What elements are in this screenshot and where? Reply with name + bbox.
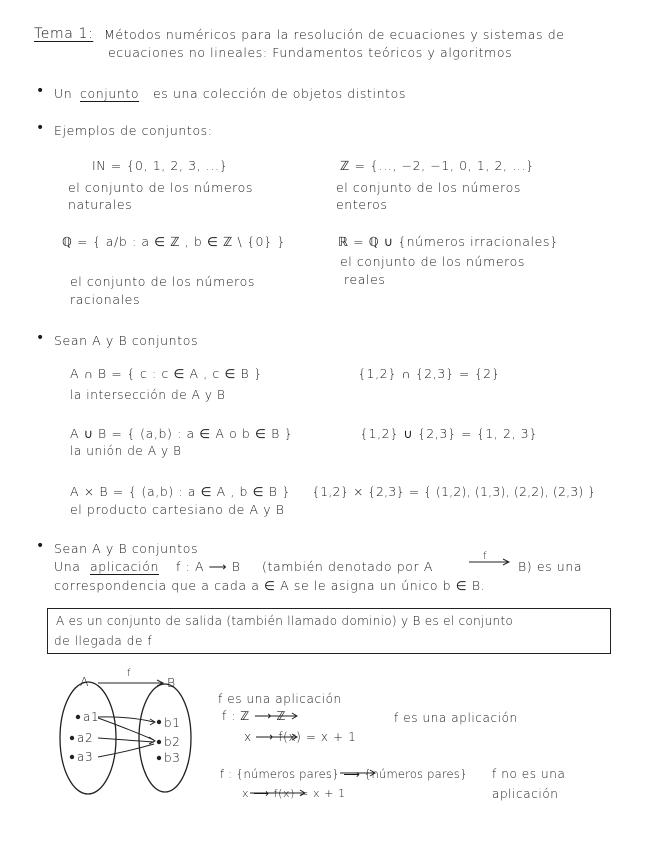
intersection-desc: la intersección de A y B [70, 388, 226, 402]
element-a3: a3 [77, 750, 94, 764]
ex2-line-1: f : {números pares} ⟶ {números pares} [220, 767, 468, 781]
integers-formula: ℤ = {..., −2, −1, 0, 1, 2, ...} [340, 158, 535, 173]
definition-term: conjunto [80, 86, 140, 101]
element-b3: b3 [164, 751, 181, 765]
element-a1: a1 [83, 710, 100, 724]
union-formula: A ∪ B = { (a,b) : a ∈ A o b ∈ B } [70, 426, 293, 441]
top-arrow-icon [98, 680, 163, 686]
ex1-line-2: x ⟶ f(x) = x + 1 [244, 730, 357, 744]
note-line-2: de llegada de f [54, 634, 153, 648]
ex2-verdict-2: aplicación [492, 787, 559, 801]
element-b1-dot [157, 720, 161, 724]
application-prefix: Una [54, 559, 81, 574]
element-a3-dot [70, 755, 74, 759]
title-line-2: ecuaciones no lineales: Fundamentos teóricos y algoritmos [108, 45, 513, 60]
diagram-label-b: B [167, 675, 176, 690]
element-a2: a2 [77, 731, 94, 745]
bullet: • [36, 83, 45, 99]
rationals-formula: ℚ = { a/b : a ∈ ℤ , b ∈ ℤ \ {0} } [62, 234, 286, 249]
mapping-arrows [98, 717, 155, 757]
reals-formula: ℝ = ℚ ∪ {números irracionales} [338, 234, 559, 249]
naturals-desc-2: naturales [68, 197, 133, 212]
element-a1-dot [76, 715, 80, 719]
operations-heading: Sean A y B conjuntos [54, 333, 199, 348]
application-note-f: f [483, 551, 488, 562]
naturals-desc-1: el conjunto de los números [68, 180, 253, 195]
rationals-desc-2: racionales [70, 292, 141, 307]
example-arrows [250, 713, 375, 796]
element-b2: b2 [164, 735, 181, 749]
examples-heading: Ejemplos de conjuntos: [54, 123, 213, 138]
element-b2-dot [157, 740, 161, 744]
ex2-line-2: x ⟶ f(x) = x + 1 [242, 787, 346, 800]
application-term: aplicación [90, 559, 159, 574]
element-b3-dot [157, 756, 161, 760]
naturals-formula: IN = {0, 1, 2, 3, ...} [92, 158, 229, 173]
element-b1: b1 [164, 716, 181, 730]
application-note: (también denotado por A [262, 559, 433, 574]
rationals-desc-1: el conjunto de los números [70, 274, 255, 289]
reals-desc-1: el conjunto de los números [340, 254, 525, 269]
product-formula: A × B = { (a,b) : a ∈ A , b ∈ B } [70, 484, 291, 499]
reals-desc-2: reales [344, 272, 386, 287]
intersection-example: {1,2} ∩ {2,3} = {2} [358, 366, 501, 381]
application-formula: f : A ⟶ B [176, 559, 241, 574]
intersection-formula: A ∩ B = { c : c ∈ A , c ∈ B } [70, 366, 263, 381]
union-example: {1,2} ∪ {2,3} = {1, 2, 3} [360, 426, 538, 441]
ex1-verdict: f es una aplicación [394, 711, 518, 725]
union-desc: la unión de A y B [70, 444, 182, 458]
application-note-end: B) es una [518, 559, 583, 574]
bullet: • [36, 330, 45, 346]
application-heading: Sean A y B conjuntos [54, 541, 199, 556]
ex2-verdict-1: f no es una [492, 767, 566, 781]
note-line-1: A es un conjunto de salida (también llamado dominio) y B es el conjunto [56, 614, 514, 628]
diagram-label-a: A [80, 674, 90, 689]
product-example: {1,2} × {2,3} = { (1,2), (1,3), (2,2), (2,3) } [312, 484, 596, 499]
product-desc: el producto cartesiano de A y B [70, 502, 285, 517]
definition-suffix: es una colección de objetos distintos [153, 86, 406, 101]
integers-desc-2: enteros [336, 197, 388, 212]
bullet: • [36, 538, 45, 554]
note-arrow-icon [469, 559, 509, 565]
diagram-label-f: f [127, 668, 132, 679]
tema-label: Tema 1: [34, 26, 94, 42]
application-line-2: correspondencia que a cada a ∈ A se le asigna un único b ∈ B. [54, 578, 486, 593]
bullet: • [36, 120, 45, 136]
ex1-title: f es una aplicación [218, 692, 342, 706]
title-line-1: Métodos numéricos para la resolución de ecuaciones y sistemas de [104, 27, 565, 42]
definition-prefix: Un [54, 86, 73, 101]
integers-desc-1: el conjunto de los números [336, 180, 521, 195]
element-a2-dot [70, 736, 74, 740]
ex1-line-1: f : ℤ ⟶ ℤ [222, 709, 286, 723]
